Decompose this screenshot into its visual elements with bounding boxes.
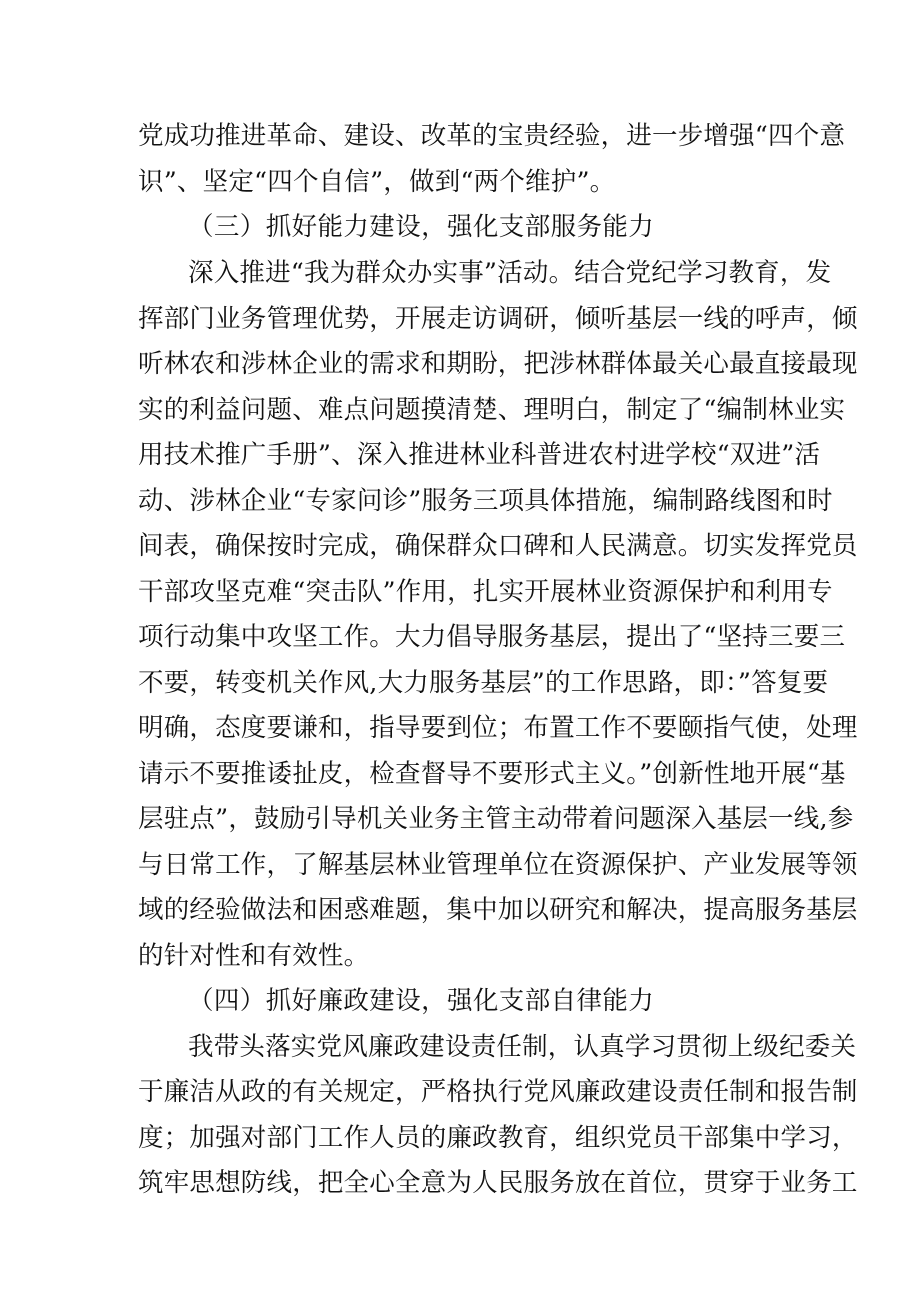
paragraph-line: 度；加强对部门工作人员的廉政教育，组织党员干部集中学习， — [138, 1123, 858, 1153]
paragraph-line: 于廉洁从政的有关规定，严格执行党风廉政建设责任制和报告制 — [138, 1077, 858, 1107]
paragraph-line: 不要，转变机关作风,大力服务基层”的工作思路，即：”答复要 — [138, 668, 829, 698]
paragraph-line: 项行动集中攻坚工作。大力倡导服务基层，提出了“坚持三要三 — [138, 622, 846, 652]
paragraph-line: 的针对性和有效性。 — [138, 941, 370, 971]
section-heading: （三）抓好能力建设，强化支部服务能力 — [188, 212, 655, 242]
paragraph-line: 挥部门业务管理优势，开展走访调研，倾听基层一线的呼声，倾 — [138, 304, 858, 334]
paragraph-line: 实的利益问题、难点问题摸清楚、理明白，制定了“编制林业实 — [138, 395, 846, 425]
paragraph-line: 层驻点”，鼓励引导机关业务主管主动带着问题深入基层一线,参 — [138, 804, 854, 834]
paragraph-line: 我带头落实党风廉政建设责任制，认真学习贯彻上级纪委关 — [188, 1032, 857, 1062]
paragraph-line: 用技术推广手册”、深入推进林业科普进农村进学校“双进”活 — [138, 440, 821, 470]
paragraph-line: 与日常工作，了解基层林业管理单位在资源保护、产业发展等领 — [138, 850, 858, 880]
paragraph-line: 筑牢思想防线，把全心全意为人民服务放在首位，贯穿于业务工 — [138, 1168, 858, 1198]
paragraph-line: 请示不要推诿扯皮，检查督导不要形式主义。”创新性地开展“基 — [138, 759, 846, 789]
paragraph-line: 明确，态度要谦和，指导要到位；布置工作不要颐指气使，处理 — [138, 713, 858, 743]
paragraph-line: 识”、坚定“四个自信”，做到“两个维护”。 — [138, 167, 616, 197]
paragraph-line: 间表，确保按时完成，确保群众口碑和人民满意。切实发挥党员 — [138, 531, 858, 561]
paragraph-line: 党成功推进革命、建设、改革的宝贵经验，进一步增强“四个意 — [138, 121, 846, 151]
paragraph-line: 动、涉林企业“专家问诊”服务三项具体措施，编制路线图和时 — [138, 486, 833, 516]
paragraph-line: 听林农和涉林企业的需求和期盼，把涉林群体最关心最直接最现 — [138, 349, 858, 379]
paragraph-line: 深入推进“我为群众办实事”活动。结合党纪学习教育，发 — [188, 258, 832, 288]
paragraph-line: 干部攻坚克难“突击队”作用，扎实开展林业资源保护和利用专 — [138, 577, 833, 607]
section-heading: （四）抓好廉政建设，强化支部自律能力 — [188, 986, 655, 1016]
paragraph-line: 域的经验做法和困惑难题，集中加以研究和解决，提高服务基层 — [138, 895, 858, 925]
